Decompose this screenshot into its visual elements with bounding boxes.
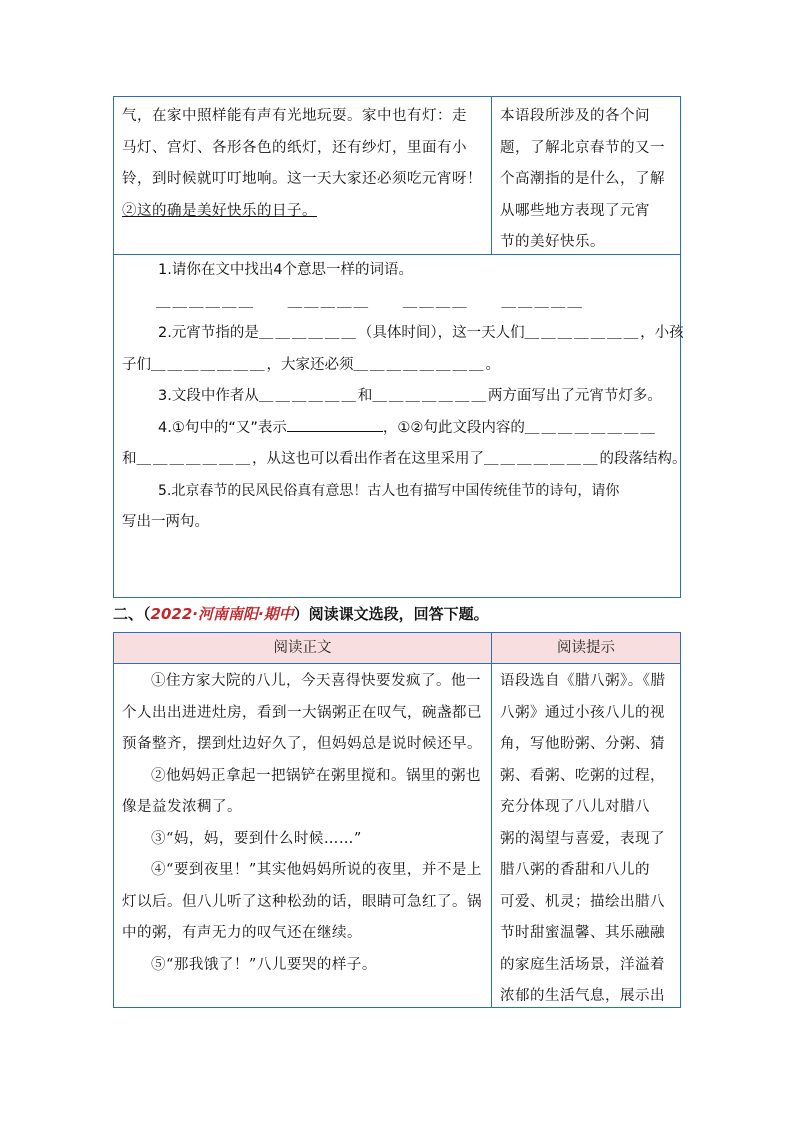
question-text: 3.文段中作者从 [158,388,259,404]
question-text: 和 [357,388,373,404]
question-text: ，从这也可以看出作者在这里采用了 [252,451,484,467]
question-1-blanks [122,287,672,319]
questions-area [114,255,687,539]
reading-table-continued [113,96,687,598]
answer-blank[interactable]: ＿＿＿＿＿＿＿ [372,388,488,404]
question-text: 子们 [122,356,151,373]
passage-line: 气，在家中照样能有声有光地玩耍。家中也有灯：走 [122,108,467,124]
answer-blank[interactable]: ＿＿＿＿＿＿＿ [136,451,252,467]
tip-line: 充分体现了八儿对腊八 [500,799,650,815]
header-reading-text: 阅读正文 [114,633,492,663]
tip-line: 浓郁的生活气息，展示出 [500,988,665,1004]
answer-blank[interactable]: ＿＿＿＿＿ [501,293,584,310]
question-4 [122,413,672,445]
source-tag: 2022·河南南阳·期中 [150,605,294,623]
tip-line: 本语段所涉及的各个问 [500,108,650,124]
passage-cell [114,97,492,254]
answer-blank[interactable]: ＿＿＿＿＿＿＿ [524,325,641,341]
heading-prefix: 二、（ [113,605,151,623]
tip-line: 题，了解北京春节的又一 [500,139,665,156]
section-heading [113,603,489,624]
question-5: 5.北京春节的民风民俗真有意思！古人也有描写中国传统佳节的诗句，请你 [158,482,620,499]
answer-blank[interactable]: ＿＿＿＿＿＿ [156,293,255,310]
tip-line: 粥的渴望与喜爱，表现了 [500,830,665,847]
header-reading-tips: 阅读提示 [557,640,615,656]
answer-blank[interactable]: ＿＿＿＿＿＿＿ [151,356,267,373]
heading-suffix: ）阅读课文选段，回答下题。 [293,605,489,623]
tip-line: 从哪些地方表现了元宵 [500,202,650,219]
paragraph-4: ④“要到夜里！”其实他妈妈所说的夜里，并不是上灯以后。但八儿听了这种松劲的话，眼睛可急红了。锅中的粥，有声无力的叹气还在继续。 [122,862,482,941]
tip-line: 节的美好快乐。 [500,234,605,250]
answer-blank[interactable]: ＿＿＿＿＿＿＿＿ [353,356,486,373]
question-2 [122,318,684,350]
answer-blank[interactable]: ＿＿＿＿＿＿ [258,388,358,404]
answer-blank[interactable] [287,415,383,432]
passage-line: 马灯、宫灯、各形各色的纸灯，还有纱灯，里面有小 [122,139,467,156]
tip-cell [492,664,680,1007]
paragraph-2: ②他妈妈正拿起一把锅铲在粥里搅和。锅里的粥也像是益发浓稠了。 [122,767,481,815]
question-text: 和 [122,451,137,467]
question-5-cont: 写出一两句。 [122,514,209,530]
tip-line: 可爱、机灵；描绘出腊八 [500,893,665,910]
answer-blank[interactable]: ＿＿＿＿＿＿ [258,325,358,341]
passage-line: 铃，到时候就叮叮地响。这一天大家还必须吃元宵呀！ [122,171,482,187]
tip-line: 粥、看粥、吃粥的过程， [500,767,665,784]
question-2-cont [122,350,672,382]
question-text: ，①②句此文段内容的 [382,419,525,436]
answer-blank[interactable]: ＿＿＿＿＿＿＿ [484,451,600,467]
tip-line: 角，写他盼粥、分粥、猜 [500,736,665,752]
question-text: 。 [485,356,500,373]
question-4-cont [122,444,687,476]
question-3 [122,381,672,413]
reading-table [113,632,681,1008]
table-header [114,633,680,664]
answer-blank[interactable]: ＿＿＿＿＿ [287,293,371,310]
paragraph-3: ③“妈，妈，要到什么时候……” [151,830,362,847]
question-text: 的段落结构。 [599,451,687,467]
tip-cell [492,97,680,254]
paragraph-5: ⑤“那我饿了！”八儿要哭的样子。 [151,956,377,973]
tip-line: 节时甜蜜温馨、其乐融融 [500,925,665,941]
question-text: ，小孩 [640,325,684,341]
answer-blank[interactable]: ＿＿＿＿＿＿＿＿ [524,419,657,436]
table-row [114,97,680,255]
question-text: ，大家还必须 [266,356,354,373]
paragraph-1: ①住方家大院的八儿，今天喜得快要发疯了。他一个人出出进进灶房，看到一大锅粥正在叹气，碗盏都已预备整齐，摆到灶边好久了，但妈妈总是说时候还早。 [122,673,482,752]
tip-line: 腊八粥的香甜和八儿的 [500,862,650,878]
answer-blank[interactable]: ＿＿＿＿ [402,293,469,310]
passage-cell [114,664,492,1007]
tip-line: 八粥》通过小孩八儿的视 [500,704,665,721]
tip-line: 的家庭生活场景，洋溢着 [500,956,665,973]
question-text: 2.元宵节指的是 [158,325,259,341]
tip-line: 语段选自《腊八粥》。《腊 [500,673,666,689]
tip-line: 个高潮指的是什么，了解 [500,171,665,187]
question-text: 两方面写出了元宵节灯多。 [487,388,662,404]
question-text: （具体时间），这一天人们 [357,325,525,341]
question-1: 1.请你在文中找出4个意思一样的词语。 [158,262,414,278]
question-text: 4.①句中的“又”表示 [158,419,287,436]
underlined-sentence: ②这的确是美好快乐的日子。 [122,202,317,219]
